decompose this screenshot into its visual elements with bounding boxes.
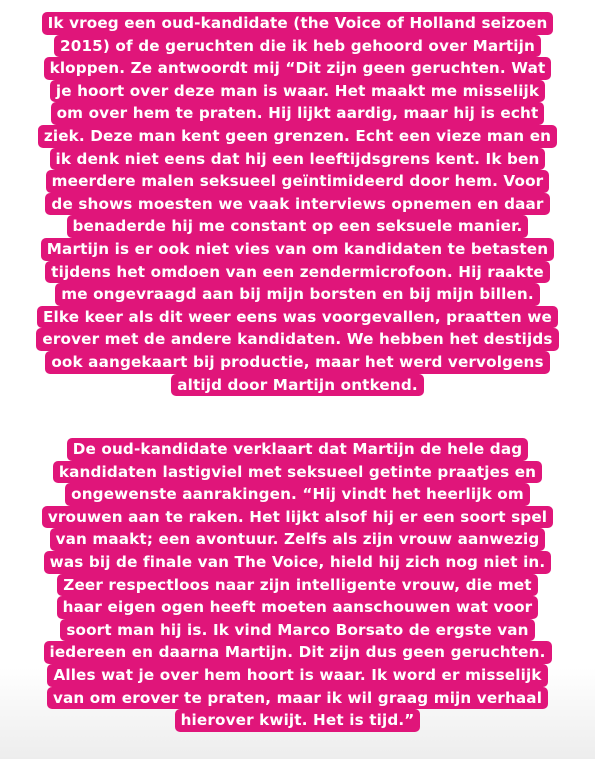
story-line: ook aangekaart bij productie, maar het werd vervolgens [45,351,549,374]
story-line: meerdere malen seksueel geïntimideerd door hem. Voor [46,170,550,193]
story-line: kandidaten lastigviel met seksueel getinte praatjes en [53,461,542,484]
story-line: was bij de finale van The Voice, hield hij zich nog niet in. [44,551,552,574]
story-line: de shows moesten we vaak interviews opnemen en daar [45,193,549,216]
story-line: om over hem te praten. Hij lijkt aardig, maar hij is echt [51,102,545,125]
story-line: vrouwen aan te raken. Het lijkt alsof hij er een soort spel [42,506,553,529]
story-line: 2015) of de geruchten die ik heb gehoord over Martijn [54,35,541,58]
story-line: soort man hij is. Ik vind Marco Borsato de ergste van [60,619,534,642]
story-line: ongewenste aanrakingen. “Hij vindt het heerlijk om [65,483,530,506]
story-line: je hoort over deze man is waar. Het maakt me misselijk [50,80,545,103]
story-line: me ongevraagd aan bij mijn borsten en bij mijn billen. [55,283,540,306]
story-line: van maakt; een avontuur. Zelfs als zijn vrouw aanwezig [50,528,546,551]
story-text-block-1 [0,12,595,396]
story-line: Alles wat je over hem hoort is waar. Ik word er misselijk [47,664,547,687]
story-line: ziek. Deze man kent geen grenzen. Echt een vieze man en [38,125,557,148]
story-line: Zeer respectloos naar zijn intelligente vrouw, die met [57,574,537,597]
story-line: De oud-kandidate verklaart dat Martijn de hele dag [67,438,529,461]
story-line: tijdens het omdoen van een zendermicrofoon. Hij raakte [45,261,550,284]
story-line: ik denk niet eens dat hij een leeftijdsgrens kent. Ik ben [50,148,546,171]
story-line: Martijn is er ook niet vies van om kandidaten te betasten [41,238,554,261]
story-line: Elke keer als dit weer eens was voorgevallen, praatten we [37,306,558,329]
story-line: hierover kwijt. Het is tijd.” [175,709,421,732]
story-line: erover met de andere kandidaten. We hebben het destijds [36,328,558,351]
story-line: benaderde hij me constant op een seksuele manier. [67,215,529,238]
story-line: kloppen. Ze antwoordt mij “Dit zijn geen geruchten. Wat [44,57,552,80]
story-line: iedereen en daarna Martijn. Dit zijn dus geen geruchten. [44,641,552,664]
story-line: haar eigen ogen heeft moeten aanschouwen wat voor [57,596,539,619]
story-line: Ik vroeg een oud-kandidate (the Voice of Holland seizoen [42,12,554,35]
story-line: van om erover te praten, maar ik wil graag mijn verhaal [47,687,548,710]
story-line: altijd door Martijn ontkend. [171,374,424,397]
story-text-block-2 [0,438,595,732]
